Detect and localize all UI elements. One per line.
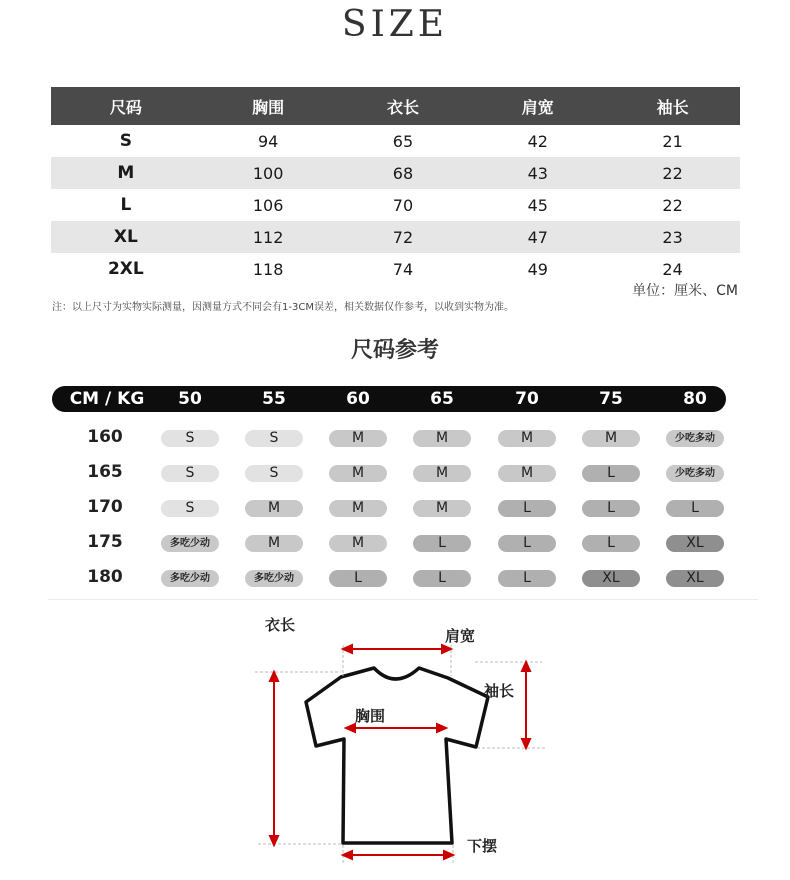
height-label: 175 — [87, 532, 123, 552]
header-chest: 胸围 — [201, 87, 336, 125]
size-pill: XL — [582, 570, 640, 587]
table-cell: 112 — [201, 221, 336, 253]
size-pill: L — [498, 570, 556, 587]
size-pill: M — [329, 430, 387, 447]
reference-title: 尺码参考 — [350, 338, 439, 363]
weight-header: 50 — [178, 389, 202, 409]
weight-header: 75 — [599, 389, 623, 409]
size-pill: M — [245, 535, 303, 552]
size-pill: 多吃少动 — [161, 570, 219, 587]
size-pill: M — [413, 500, 471, 517]
weight-header: 60 — [346, 389, 370, 409]
size-pill: L — [498, 535, 556, 552]
size-pill: M — [498, 430, 556, 447]
size-pill: S — [161, 500, 219, 517]
size-pill: 多吃少动 — [161, 535, 219, 552]
label-length: 衣长 — [265, 616, 296, 634]
size-pill: S — [161, 465, 219, 482]
size-pill: 少吃多动 — [666, 465, 724, 482]
size-pill: M — [582, 430, 640, 447]
size-pill: 少吃多动 — [666, 430, 724, 447]
size-pill: L — [498, 500, 556, 517]
size-pill: L — [582, 535, 640, 552]
size-pill: L — [582, 500, 640, 517]
size-pill: S — [245, 465, 303, 482]
size-pill: XL — [666, 570, 724, 587]
table-cell: 100 — [201, 157, 336, 189]
height-label: 165 — [87, 462, 123, 482]
label-hem: 下摆 — [467, 837, 498, 855]
table-cell: 22 — [605, 157, 740, 189]
table-cell: 47 — [470, 221, 605, 253]
size-pill: S — [245, 430, 303, 447]
weight-header: 65 — [430, 389, 454, 409]
height-label: 160 — [87, 427, 123, 447]
table-cell: 68 — [336, 157, 471, 189]
label-sleeve: 袖长 — [484, 682, 515, 700]
size-pill: M — [413, 465, 471, 482]
height-label: 170 — [87, 497, 123, 517]
measurement-note: 注：以上尺寸为实物实际测量，因测量方式不同会有1-3CM误差，相关数据仅作参考，以收到实物为准。 — [52, 302, 514, 313]
table-cell: 94 — [257, 131, 279, 151]
weight-header: 80 — [683, 389, 707, 409]
weight-header: 55 — [262, 389, 286, 409]
table-cell: 45 — [527, 195, 548, 215]
table-cell: 42 — [527, 131, 548, 151]
table-cell: 2XL — [107, 259, 144, 279]
table-cell: 24 — [662, 259, 683, 279]
size-pill: XL — [666, 535, 724, 552]
header-sleeve: 袖长 — [605, 87, 740, 125]
unit-label: 单位：厘米、CM — [632, 283, 738, 299]
size-pill: M — [329, 500, 387, 517]
table-cell: 49 — [527, 259, 548, 279]
size-pill: 多吃少动 — [245, 570, 303, 587]
size-pill: L — [329, 570, 387, 587]
table-cell: 23 — [605, 221, 740, 253]
page-title: SIZE — [341, 4, 449, 45]
size-pill: L — [413, 535, 471, 552]
weight-header: 70 — [515, 389, 539, 409]
table-cell: M — [51, 157, 201, 189]
table-cell: 22 — [662, 195, 683, 215]
table-cell: XL — [51, 221, 201, 253]
header-cm-kg: CM / KG — [69, 389, 145, 409]
table-cell: 118 — [252, 259, 284, 279]
table-cell: 21 — [662, 131, 683, 151]
label-shoulder: 肩宽 — [445, 627, 476, 645]
size-pill: M — [413, 430, 471, 447]
size-pill: M — [329, 465, 387, 482]
size-pill: M — [245, 500, 303, 517]
header-size: 尺码 — [51, 87, 201, 125]
table-cell: 43 — [470, 157, 605, 189]
size-pill: M — [498, 465, 556, 482]
size-pill: L — [582, 465, 640, 482]
tshirt-outline — [306, 668, 488, 843]
table-cell: 70 — [392, 195, 414, 215]
size-pill: M — [329, 535, 387, 552]
height-label: 180 — [87, 567, 123, 587]
table-cell: 106 — [252, 195, 284, 215]
table-cell: L — [120, 195, 132, 215]
header-length: 衣长 — [336, 87, 471, 125]
table-cell: S — [119, 131, 132, 151]
label-chest: 胸围 — [355, 707, 386, 725]
table-cell: 72 — [336, 221, 471, 253]
table-cell: 65 — [392, 131, 414, 151]
size-pill: L — [413, 570, 471, 587]
table-cell: 74 — [392, 259, 414, 279]
size-pill: L — [666, 500, 724, 517]
size-pill: S — [161, 430, 219, 447]
header-shoulder: 肩宽 — [470, 87, 605, 125]
